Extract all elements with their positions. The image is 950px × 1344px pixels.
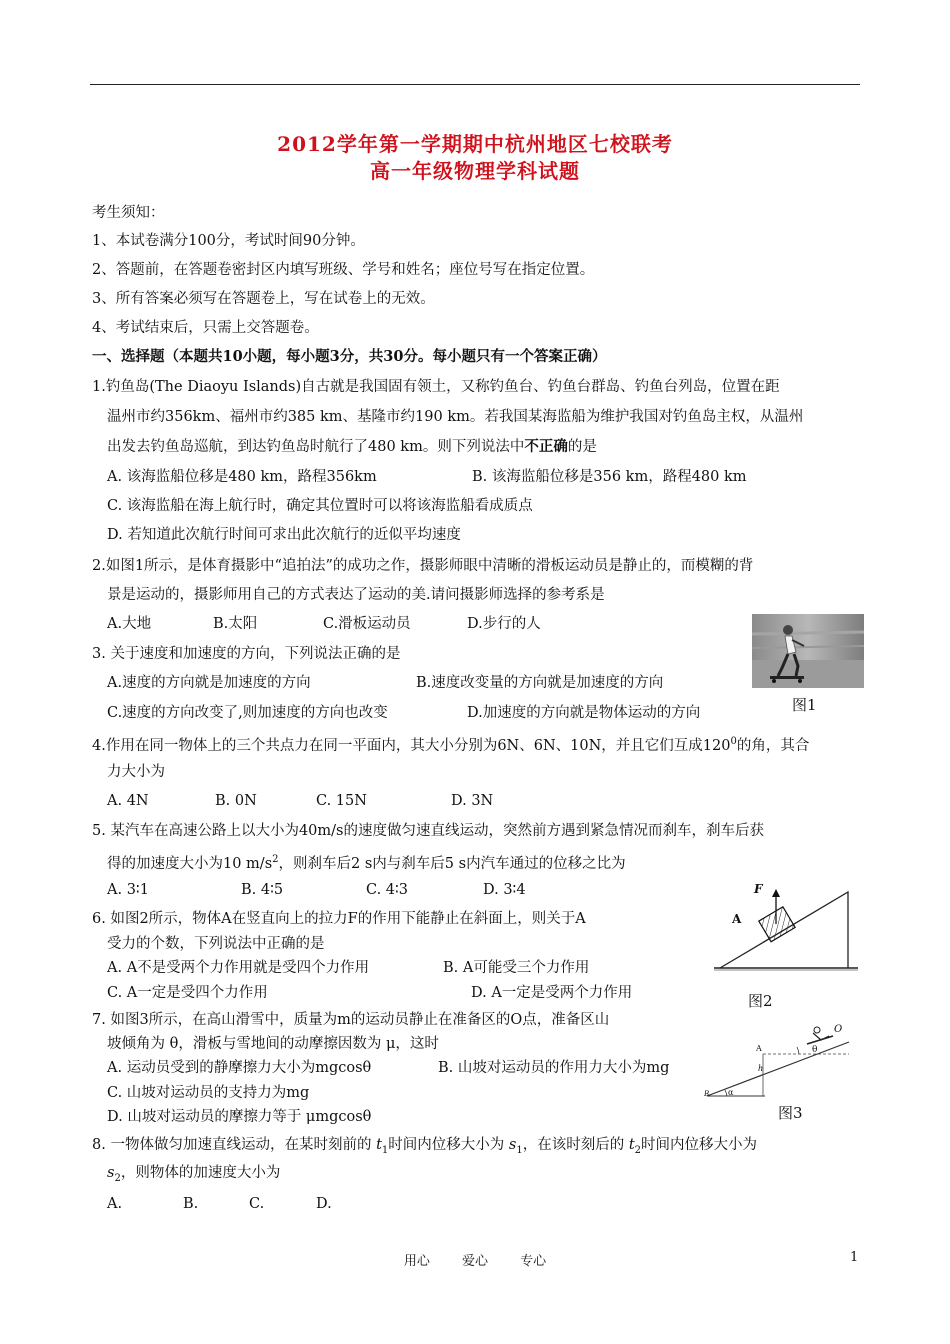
figure-3-caption: 图3 bbox=[778, 1104, 803, 1122]
q1-text: 1.钓鱼岛(The Diaoyu Islands)自古就是我国固有领土，又称钓鱼台、钓鱼台群岛、钓鱼台列岛，位置在距 bbox=[92, 379, 780, 395]
notice-item: 4、考试结束后，只需上交答题卷。 bbox=[92, 320, 319, 336]
q8-option-b: B. bbox=[183, 1196, 199, 1212]
footer-word: 专心 bbox=[520, 1254, 547, 1269]
section-heading: 一、选择题（本题共10小题，每小题3分，共30分。每小题只有一个答案正确） bbox=[92, 348, 607, 365]
q4-option-a: A. 4N bbox=[107, 793, 149, 809]
q6-option-d: D. A一定是受两个力作用 bbox=[471, 985, 633, 1001]
figure-2-label-f: F bbox=[754, 882, 763, 896]
q3-text: 3. 关于速度和加速度的方向，下列说法正确的是 bbox=[92, 646, 401, 662]
q5-text: 得的加速度大小为10 $m/s^2$，则刹车后2 s内与刹车后5 s内汽车通过的位移之比为 bbox=[107, 854, 626, 872]
q5-option-a: A. 3∶1 bbox=[107, 882, 149, 898]
q8-option-a: A. bbox=[107, 1196, 123, 1212]
q7-option-a: A. 运动员受到的静摩擦力大小为mgcosθ bbox=[107, 1060, 372, 1076]
q4-option-c: C. 15N bbox=[316, 793, 367, 809]
footer-word: 爱心 bbox=[461, 1254, 488, 1269]
q2-option-c: C.滑板运动员 bbox=[323, 616, 411, 632]
q4-text: 4.作用在同一物体上的三个共点力在同一平面内，其大小分别为6N、6N、10N，并且它们互成$120^0$的角，其合 bbox=[92, 736, 810, 754]
figure-3-label-alpha: α bbox=[728, 1088, 734, 1097]
figure-1-skateboarder-photo bbox=[752, 614, 864, 688]
q6-text: 6. 如图2所示，物体A在竖直向上的拉力F的作用下能静止在斜面上，则关于A bbox=[92, 911, 586, 927]
q1-option-b: B. 该海监船位移是356 km，路程480 km bbox=[472, 469, 747, 485]
footer-word: 用心 bbox=[403, 1254, 430, 1269]
exam-subtitle: 高一年级物理学科试题 bbox=[370, 159, 580, 183]
notice-item: 2、答题前，在答题卷密封区内填写班级、学号和姓名；座位号写在指定位置。 bbox=[92, 262, 595, 278]
q5-option-d: D. 3∶4 bbox=[483, 882, 526, 898]
q2-text: 2.如图1所示，是体育摄影中“追拍法”的成功之作，摄影师眼中清晰的滑板运动员是静止的，而模糊的背 bbox=[92, 558, 754, 574]
q1-option-d: D. 若知道此次航行时间可求出此次航行的近似平均速度 bbox=[107, 527, 461, 543]
figure-3-label-a: A bbox=[756, 1044, 762, 1053]
q4-option-d: D. 3N bbox=[451, 793, 494, 809]
q2-option-a: A.大地 bbox=[107, 616, 152, 632]
q8-option-d: D. bbox=[316, 1196, 332, 1212]
figure-2-label-a: A bbox=[732, 912, 742, 926]
q6-option-c: C. A一定是受四个力作用 bbox=[107, 985, 268, 1001]
q7-text: 坡倾角为 θ，滑板与雪地间的动摩擦因数为 μ，这时 bbox=[107, 1036, 439, 1052]
figure-3-label-b: B bbox=[704, 1090, 710, 1098]
q1-text: 温州市约356km、福州市约385 km、基隆市约190 km。若我国某海监船为维护我国对钓鱼岛主权，从温州 bbox=[107, 409, 804, 425]
q7-option-d: D. 山坡对运动员的摩擦力等于 μmgcosθ bbox=[107, 1109, 372, 1125]
q1-option-a: A. 该海监船位移是480 km，路程356km bbox=[107, 469, 377, 485]
header-rule bbox=[90, 84, 860, 85]
q6-option-a: A. A不是受两个力作用就是受四个力作用 bbox=[107, 960, 370, 976]
q4-option-b: B. 0N bbox=[215, 793, 257, 809]
notice-heading: 考生须知： bbox=[92, 205, 165, 221]
figure-2-incline-block bbox=[710, 880, 860, 972]
notice-item: 3、所有答案必须写在答题卷上，写在试卷上的无效。 bbox=[92, 291, 435, 307]
q7-option-c: C. 山坡对运动员的支持力为mg bbox=[107, 1085, 310, 1101]
figure-3-label-o: O bbox=[834, 1024, 843, 1035]
q3-option-a: A.速度的方向就是加速度的方向 bbox=[107, 675, 311, 691]
notice-item: 1、本试卷满分100分，考试时间90分钟。 bbox=[92, 233, 365, 249]
q8-text: 8. 一物体做匀加速直线运动，在某时刻前的 $t_1$时间内位移大小为 $s_1$，在该时刻后的 $t_2$时间内位移大小为 bbox=[92, 1137, 758, 1156]
q2-text: 景是运动的，摄影师用自己的方式表达了运动的美.请问摄影师选择的参考系是 bbox=[107, 587, 605, 603]
q2-option-d: D.步行的人 bbox=[467, 616, 541, 632]
q7-option-b: B. 山坡对运动员的作用力大小为mg bbox=[438, 1060, 670, 1076]
q6-option-b: B. A可能受三个力作用 bbox=[443, 960, 590, 976]
q3-option-d: D.加速度的方向就是物体运动的方向 bbox=[467, 705, 701, 721]
q5-option-b: B. 4∶5 bbox=[241, 882, 284, 898]
figure-3-ski-slope bbox=[703, 1022, 853, 1102]
figure-3-label-theta: θ bbox=[812, 1045, 818, 1055]
exam-title: 2012学年第一学期期中杭州地区七校联考 bbox=[277, 132, 673, 156]
q3-option-c: C.速度的方向改变了,则加速度的方向也改变 bbox=[107, 705, 388, 721]
q5-text: 5. 某汽车在高速公路上以大小为40m/s的速度做匀速直线运动，突然前方遇到紧急情况而刹车，刹车后获 bbox=[92, 823, 764, 839]
q2-option-b: B.太阳 bbox=[213, 616, 258, 632]
figure-2-caption: 图2 bbox=[748, 992, 773, 1010]
q6-text: 受力的个数，下列说法中正确的是 bbox=[107, 936, 325, 952]
page-footer bbox=[0, 1250, 950, 1269]
q1-text: 出发去钓鱼岛巡航，到达钓鱼岛时航行了480 km。则下列说法中不正确的是 bbox=[107, 438, 597, 455]
q1-option-c: C. 该海监船在海上航行时，确定其位置时可以将该海监船看成质点 bbox=[107, 498, 533, 514]
q7-text: 7. 如图3所示，在高山滑雪中，质量为m的运动员静止在准备区的O点，准备区山 bbox=[92, 1012, 610, 1028]
figure-3-label-h: h bbox=[758, 1064, 764, 1073]
q3-option-b: B.速度改变量的方向就是加速度的方向 bbox=[416, 675, 664, 691]
q8-option-c: C. bbox=[249, 1196, 265, 1212]
figure-1-caption: 图1 bbox=[792, 696, 817, 714]
page-number: 1 bbox=[850, 1250, 859, 1265]
q8-text: $s_2$，则物体的加速度大小为 bbox=[107, 1165, 281, 1184]
q5-option-c: C. 4∶3 bbox=[366, 882, 409, 898]
q4-text: 力大小为 bbox=[107, 764, 165, 780]
